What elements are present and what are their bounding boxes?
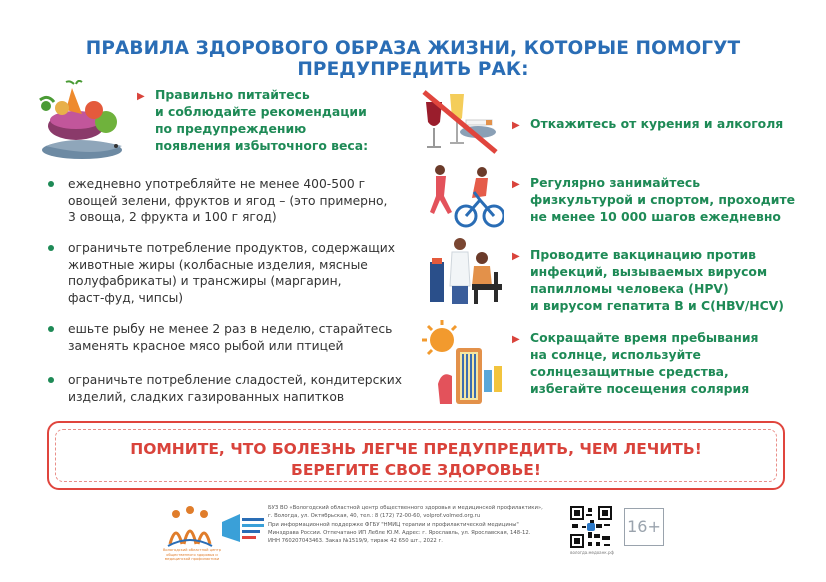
footer-line: БУЗ ВО «Вологодский областной центр общественного здоровья и медицинской профилактики», bbox=[268, 505, 543, 511]
list-item bbox=[46, 321, 406, 354]
diet-heading-line: и соблюдайте рекомендации bbox=[155, 104, 367, 119]
no-smoking-alcohol-icon bbox=[420, 88, 502, 158]
bullet-line: ограничьте потребление сладостей, кондитерских bbox=[68, 373, 403, 387]
logo-caption: Вологодский областной центр общественного здоровья и медицинской профилактики bbox=[162, 548, 222, 561]
bullet-icon bbox=[48, 181, 54, 187]
bullet-icon bbox=[48, 377, 54, 383]
national-project-logo bbox=[220, 512, 266, 546]
bullet-line: заменять красное мясо рыбой или птицей bbox=[68, 338, 344, 353]
action-line: Откажитесь от курения и алкоголя bbox=[530, 116, 784, 131]
bullet-line: фаст-фуд, чипсы) bbox=[68, 290, 184, 305]
list-item bbox=[46, 240, 406, 306]
sun-solarium-icon bbox=[422, 320, 506, 410]
action-line: Сокращайте время пребывания bbox=[530, 330, 759, 345]
footer-line: г. Вологда, ул. Октябрьская, 40, тел.: 8 (172) 72-00-60, volprof.volmed.org.ru bbox=[268, 513, 481, 520]
diet-heading bbox=[137, 86, 387, 154]
banner-line: БЕРЕГИТЕ СВОЕ ЗДОРОВЬЕ! bbox=[291, 461, 541, 479]
list-item bbox=[46, 176, 406, 226]
diet-heading-line: Правильно питайтесь bbox=[155, 87, 310, 102]
arrow-icon: ▶ bbox=[512, 120, 520, 131]
arrow-icon: ▶ bbox=[512, 251, 520, 262]
action-line: избегайте посещения солярия bbox=[530, 381, 750, 396]
action-line: папилломы человека (HPV) bbox=[530, 281, 729, 296]
footer-line: При информационной поддержке ФГБУ "НМИЦ терапии и профилактической медицины" bbox=[268, 521, 519, 528]
banner-line: ПОМНИТЕ, ЧТО БОЛЕЗНЬ ЛЕГЧЕ ПРЕДУПРЕДИТЬ, ЧЕМ ЛЕЧИТЬ! bbox=[130, 440, 702, 458]
bullet-line: животные жиры (колбасные изделия, мясные bbox=[68, 257, 368, 272]
arrow-icon: ▶ bbox=[512, 334, 520, 345]
diet-heading-line: появления избыточного веса: bbox=[155, 138, 369, 153]
footer-line: Минздрава России. Отпечатано ИП Лебле Ю.М. Адрес: г. Ярославль, ул. Ярославская, 148-12. bbox=[268, 529, 531, 536]
action-sport bbox=[512, 174, 802, 225]
publisher-info bbox=[268, 504, 558, 545]
footer bbox=[0, 498, 826, 582]
reminder-banner bbox=[47, 421, 785, 490]
action-line: солнцезащитные средства, bbox=[530, 364, 729, 379]
banner-text bbox=[49, 439, 783, 481]
bullet-line: изделий, сладких газированных напитков bbox=[68, 389, 345, 404]
bullet-icon bbox=[48, 326, 54, 332]
qr-code[interactable] bbox=[570, 506, 612, 548]
vaccination-icon bbox=[430, 236, 506, 308]
action-quit-smoking bbox=[512, 115, 802, 132]
bullet-line: 3 овоща, 2 фрукта и 100 г ягод) bbox=[68, 210, 277, 224]
bullet-line: овощей зелени, фруктов и ягод – (это примерно, bbox=[68, 193, 388, 208]
list-item bbox=[46, 372, 406, 405]
qr-caption: вологда.медоанк.рф bbox=[570, 550, 614, 555]
health-center-logo bbox=[166, 504, 214, 548]
footer-line: ИНН 760207043463. Заказ №1519/9, тираж 42 650 шт., 2022 г. bbox=[268, 538, 443, 545]
age-rating-badge: 16+ bbox=[624, 508, 664, 546]
action-line: и вирусом гепатита В и С(HBV/HCV) bbox=[530, 298, 784, 313]
action-line: на солнце, используйте bbox=[530, 347, 701, 362]
action-sun bbox=[512, 329, 802, 397]
healthy-food-icon bbox=[36, 80, 132, 166]
action-line: не менее 10 000 шагов ежедневно bbox=[530, 209, 781, 224]
bullet-line: ежедневно употребляйте не менее 400-500 г bbox=[68, 177, 366, 191]
action-line: физкультурой и спортом, проходите bbox=[530, 192, 796, 207]
bullet-line: ограничьте потребление продуктов, содержащих bbox=[68, 241, 396, 255]
sport-icon bbox=[426, 162, 504, 228]
action-line: инфекций, вызываемых вирусом bbox=[530, 264, 768, 279]
action-line: Проводите вакцинацию против bbox=[530, 247, 756, 262]
bullet-line: ешьте рыбу не менее 2 раз в неделю, старайтесь bbox=[68, 322, 393, 336]
action-vaccination bbox=[512, 246, 802, 314]
diet-heading-line: по предупреждению bbox=[155, 121, 307, 136]
action-line: Регулярно занимайтесь bbox=[530, 175, 701, 190]
bullet-line: полуфабрикаты) и трансжиры (маргарин, bbox=[68, 274, 342, 288]
page-title: ПРАВИЛА ЗДОРОВОГО ОБРАЗА ЖИЗНИ, КОТОРЫЕ ПОМОГУТ ПРЕДУПРЕДИТЬ РАК: bbox=[85, 38, 741, 80]
arrow-icon: ▶ bbox=[512, 179, 520, 190]
bullet-icon bbox=[48, 245, 54, 251]
arrow-icon: ▶ bbox=[137, 91, 145, 102]
